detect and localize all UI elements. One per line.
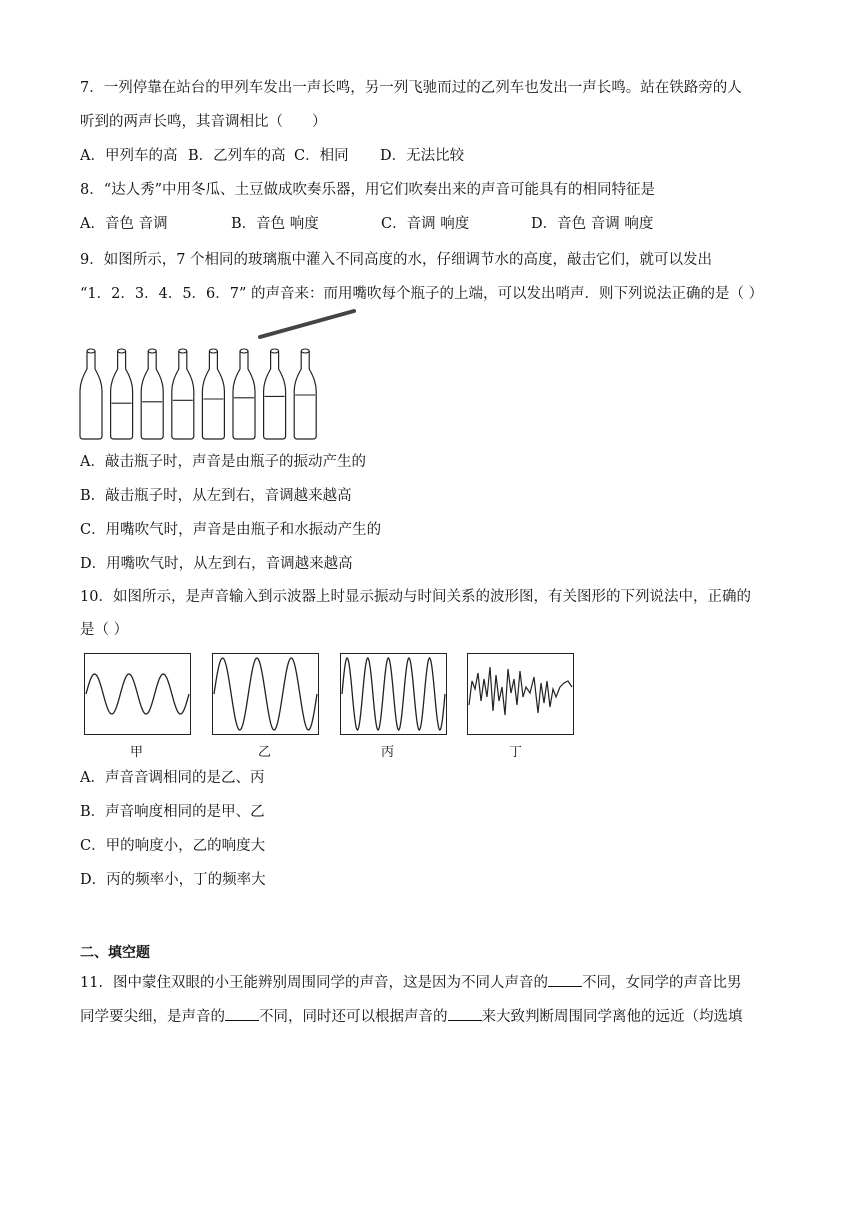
q11-stem-line1 bbox=[80, 972, 741, 993]
bottle-lip bbox=[179, 349, 187, 353]
bottle-outline bbox=[111, 351, 133, 439]
bottle-lip bbox=[209, 349, 217, 353]
q11-text-3: 同学要尖细，是声音的 bbox=[80, 1009, 225, 1025]
q9-option-c[interactable]: C．用嘴吹气时，声音是由瓶子和水振动产生的 bbox=[80, 522, 382, 538]
bottles-figure bbox=[76, 303, 366, 445]
bottle-outline bbox=[264, 351, 286, 439]
wave-label-yi: 乙 bbox=[258, 745, 272, 760]
q9-stem-line2: “1．2．3．4．5．6．7” 的声音来：而用嘴吹每个瓶子的上端，可以发出哨声．则下列说法正确的是（ ） bbox=[80, 286, 764, 302]
q8-option-b[interactable]: B．音色 响度 bbox=[231, 216, 319, 232]
q8-option-a[interactable]: A．音色 音调 bbox=[80, 216, 168, 232]
bottle-lip bbox=[87, 349, 95, 353]
q8-option-d[interactable]: D．音色 音调 响度 bbox=[531, 216, 654, 232]
bottle-lip bbox=[271, 349, 279, 353]
bottle-outline bbox=[233, 351, 255, 439]
q9-option-a[interactable]: A．敲击瓶子时，声音是由瓶子的振动产生的 bbox=[80, 454, 366, 470]
waveform-bing bbox=[342, 658, 445, 730]
q10-option-d[interactable]: D．丙的频率小，丁的频率大 bbox=[80, 872, 266, 888]
q11-text-4: 不同，同时还可以根据声音的 bbox=[259, 1009, 448, 1025]
q11-blank-3[interactable] bbox=[448, 1006, 482, 1021]
bottle-outline bbox=[202, 351, 224, 439]
q8-option-c[interactable]: C．音调 响度 bbox=[381, 216, 470, 232]
bottle-row bbox=[80, 349, 316, 439]
q7-option-a[interactable]: A．甲列车的高 bbox=[80, 148, 178, 164]
waveform-jia bbox=[86, 674, 189, 714]
waveform-ding bbox=[469, 667, 572, 715]
striking-rod bbox=[260, 311, 354, 337]
q10-option-a[interactable]: A．声音音调相同的是乙、丙 bbox=[80, 770, 265, 786]
q8-options bbox=[80, 214, 653, 234]
q11-blank-1[interactable] bbox=[548, 972, 582, 987]
q8-stem: 8．“达人秀”中用冬瓜、土豆做成吹奏乐器，用它们吹奏出来的声音可能具有的相同特征是 bbox=[80, 182, 656, 198]
bottle bbox=[80, 349, 102, 439]
q11-text-5: 来大致判断周围同学离他的远近（均选填 bbox=[481, 1009, 743, 1025]
wave-label-ding: 丁 bbox=[509, 745, 523, 760]
bottle-lip bbox=[240, 349, 248, 353]
bottle-lip bbox=[118, 349, 126, 353]
q11-stem-line2 bbox=[80, 1006, 743, 1027]
q7-stem-line2: 听到的两声长鸣，其音调相比（ ） bbox=[80, 114, 327, 130]
bottle bbox=[172, 349, 194, 439]
bottle bbox=[294, 349, 316, 439]
q11-blank-2[interactable] bbox=[225, 1006, 259, 1021]
bottle bbox=[141, 349, 163, 439]
q9-stem-line1: 9．如图所示，7 个相同的玻璃瓶中灌入不同高度的水，仔细调节水的高度，敲击它们，就可以发出 bbox=[80, 252, 713, 268]
bottle-lip bbox=[301, 349, 309, 353]
waveform-yi bbox=[214, 658, 317, 730]
q9-option-b[interactable]: B．敲击瓶子时，从左到右，音调越来越高 bbox=[80, 488, 352, 504]
section-title-fill-in: 二、填空题 bbox=[80, 945, 150, 961]
q11-text-1: 11．图中蒙住双眼的小王能辨别周围同学的声音，这是因为不同人声音的 bbox=[80, 975, 548, 991]
q7-stem-line1: 7．一列停靠在站台的甲列车发出一声长鸣，另一列飞驰而过的乙列车也发出一声长鸣。站在铁路旁的人 bbox=[80, 80, 742, 96]
q10-stem-line1: 10．如图所示，是声音输入到示波器上时显示振动与时间关系的波形图，有关图形的下列说法中，正确的 bbox=[80, 589, 751, 605]
q10-option-b[interactable]: B．声音响度相同的是甲、乙 bbox=[80, 804, 265, 820]
q10-stem-line2: 是（ ） bbox=[80, 622, 129, 638]
bottle-outline bbox=[80, 351, 102, 439]
wave-label-bing: 丙 bbox=[381, 745, 395, 760]
q10-option-c[interactable]: C．甲的响度小，乙的响度大 bbox=[80, 838, 266, 854]
bottle bbox=[202, 349, 224, 439]
q9-option-d[interactable]: D．用嘴吹气时，从左到右，音调越来越高 bbox=[80, 556, 353, 572]
bottle-lip bbox=[148, 349, 156, 353]
waveforms-figure bbox=[84, 653, 576, 737]
q11-text-2: 不同，女同学的声音比男 bbox=[581, 975, 742, 991]
q7-option-c[interactable]: C．相同 bbox=[294, 148, 349, 164]
bottle bbox=[233, 349, 255, 439]
bottle bbox=[111, 349, 133, 439]
bottle-outline bbox=[141, 351, 163, 439]
q7-options bbox=[80, 146, 464, 166]
bottle-outline bbox=[172, 351, 194, 439]
bottle bbox=[264, 349, 286, 439]
wave-label-jia: 甲 bbox=[130, 745, 144, 760]
q7-option-d[interactable]: D．无法比较 bbox=[380, 148, 465, 164]
q7-option-b[interactable]: B．乙列车的高 bbox=[188, 148, 286, 164]
